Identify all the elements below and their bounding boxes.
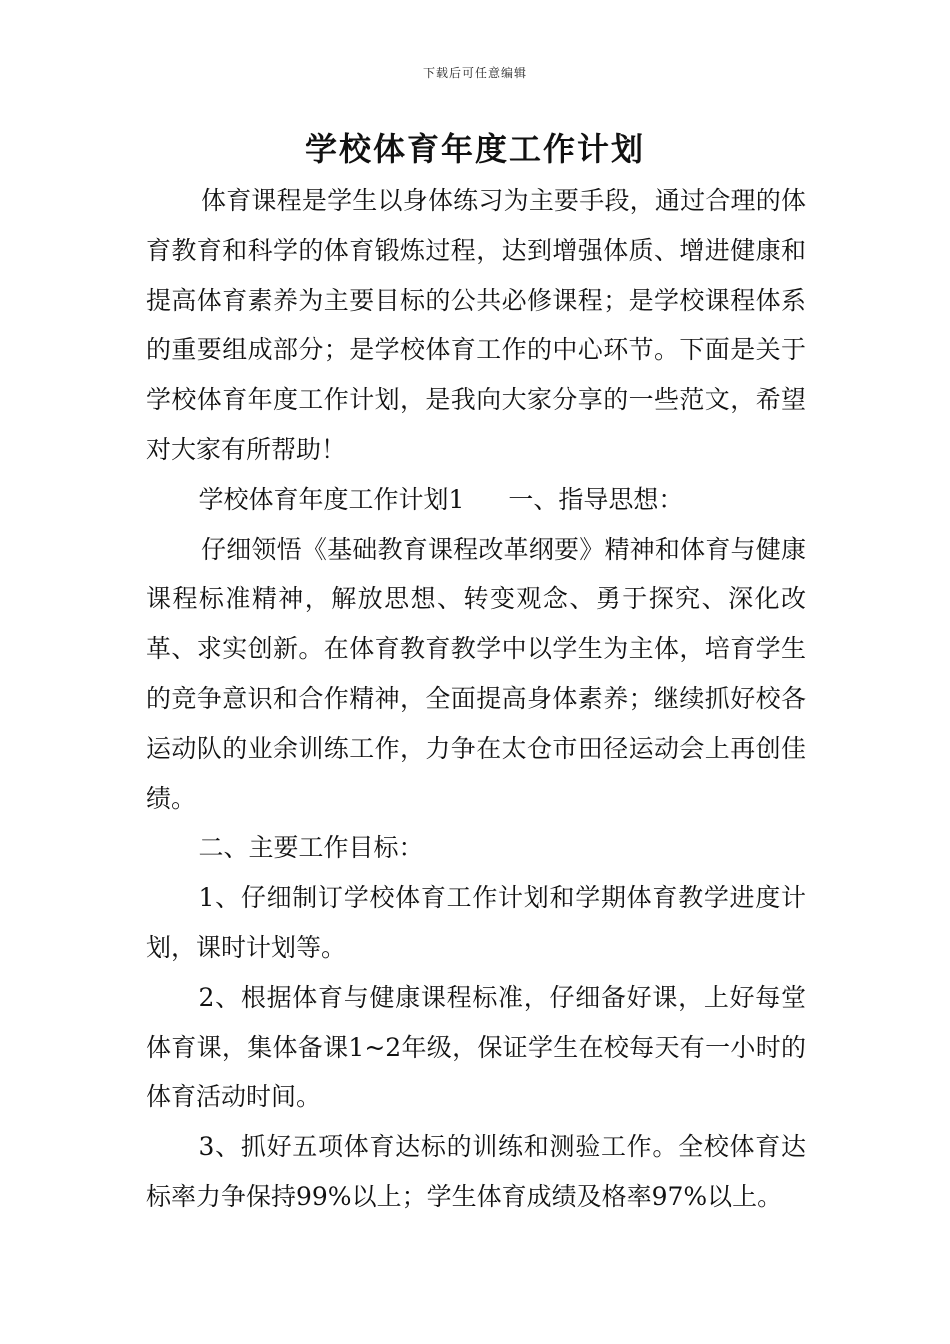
page-header-note: 下载后可任意编辑 [422, 66, 527, 80]
document-body [146, 176, 806, 1222]
section2-heading: 二、主要工作目标： [198, 833, 424, 863]
intro-paragraph: 体育课程是学生以身体练习为主要手段，通过合理的体育教育和科学的体育锻炼过程，达到增强体质、增进健康和提高体育素养为主要目标的公共必修课程；是学校课程体系的重要组成部分；是学校体育工作的中心环节。下面是关于学校体育年度工作计划，是我向大家分享的一些范文，希望对大家有所帮助！ [146, 186, 806, 464]
goal-item-2: 2、根据体育与健康课程标准，仔细备好课，上好每堂体育课，集体备课1~2年级，保证学生在校每天有一小时的体育活动时间。 [146, 982, 806, 1112]
plan-heading-line [146, 475, 806, 525]
goal-item-3: 3、抓好五项体育达标的训练和测验工作。全校体育达标率力争保持99%以上；学生体育成绩及格率97%以上。 [146, 1132, 806, 1211]
goal-item-1: 1、仔细制订学校体育工作计划和学期体育教学进度计划，课时计划等。 [146, 883, 806, 962]
document-title: 学校体育年度工作计划 [304, 130, 645, 168]
section1-paragraph: 仔细领悟《基础教育课程改革纲要》精神和体育与健康课程标准精神，解放思想、转变观念、勇于探究、深化改革、求实创新。在体育教育教学中以学生为主体，培育学生的竞争意识和合作精神，全面提高身体素养；继续抓好校各运动队的业余训练工作，力争在太仓市田径运动会上再创佳绩。 [146, 534, 806, 813]
plan-title: 学校体育年度工作计划1 [198, 484, 465, 514]
section1-heading: 一、指导思想： [508, 484, 684, 514]
